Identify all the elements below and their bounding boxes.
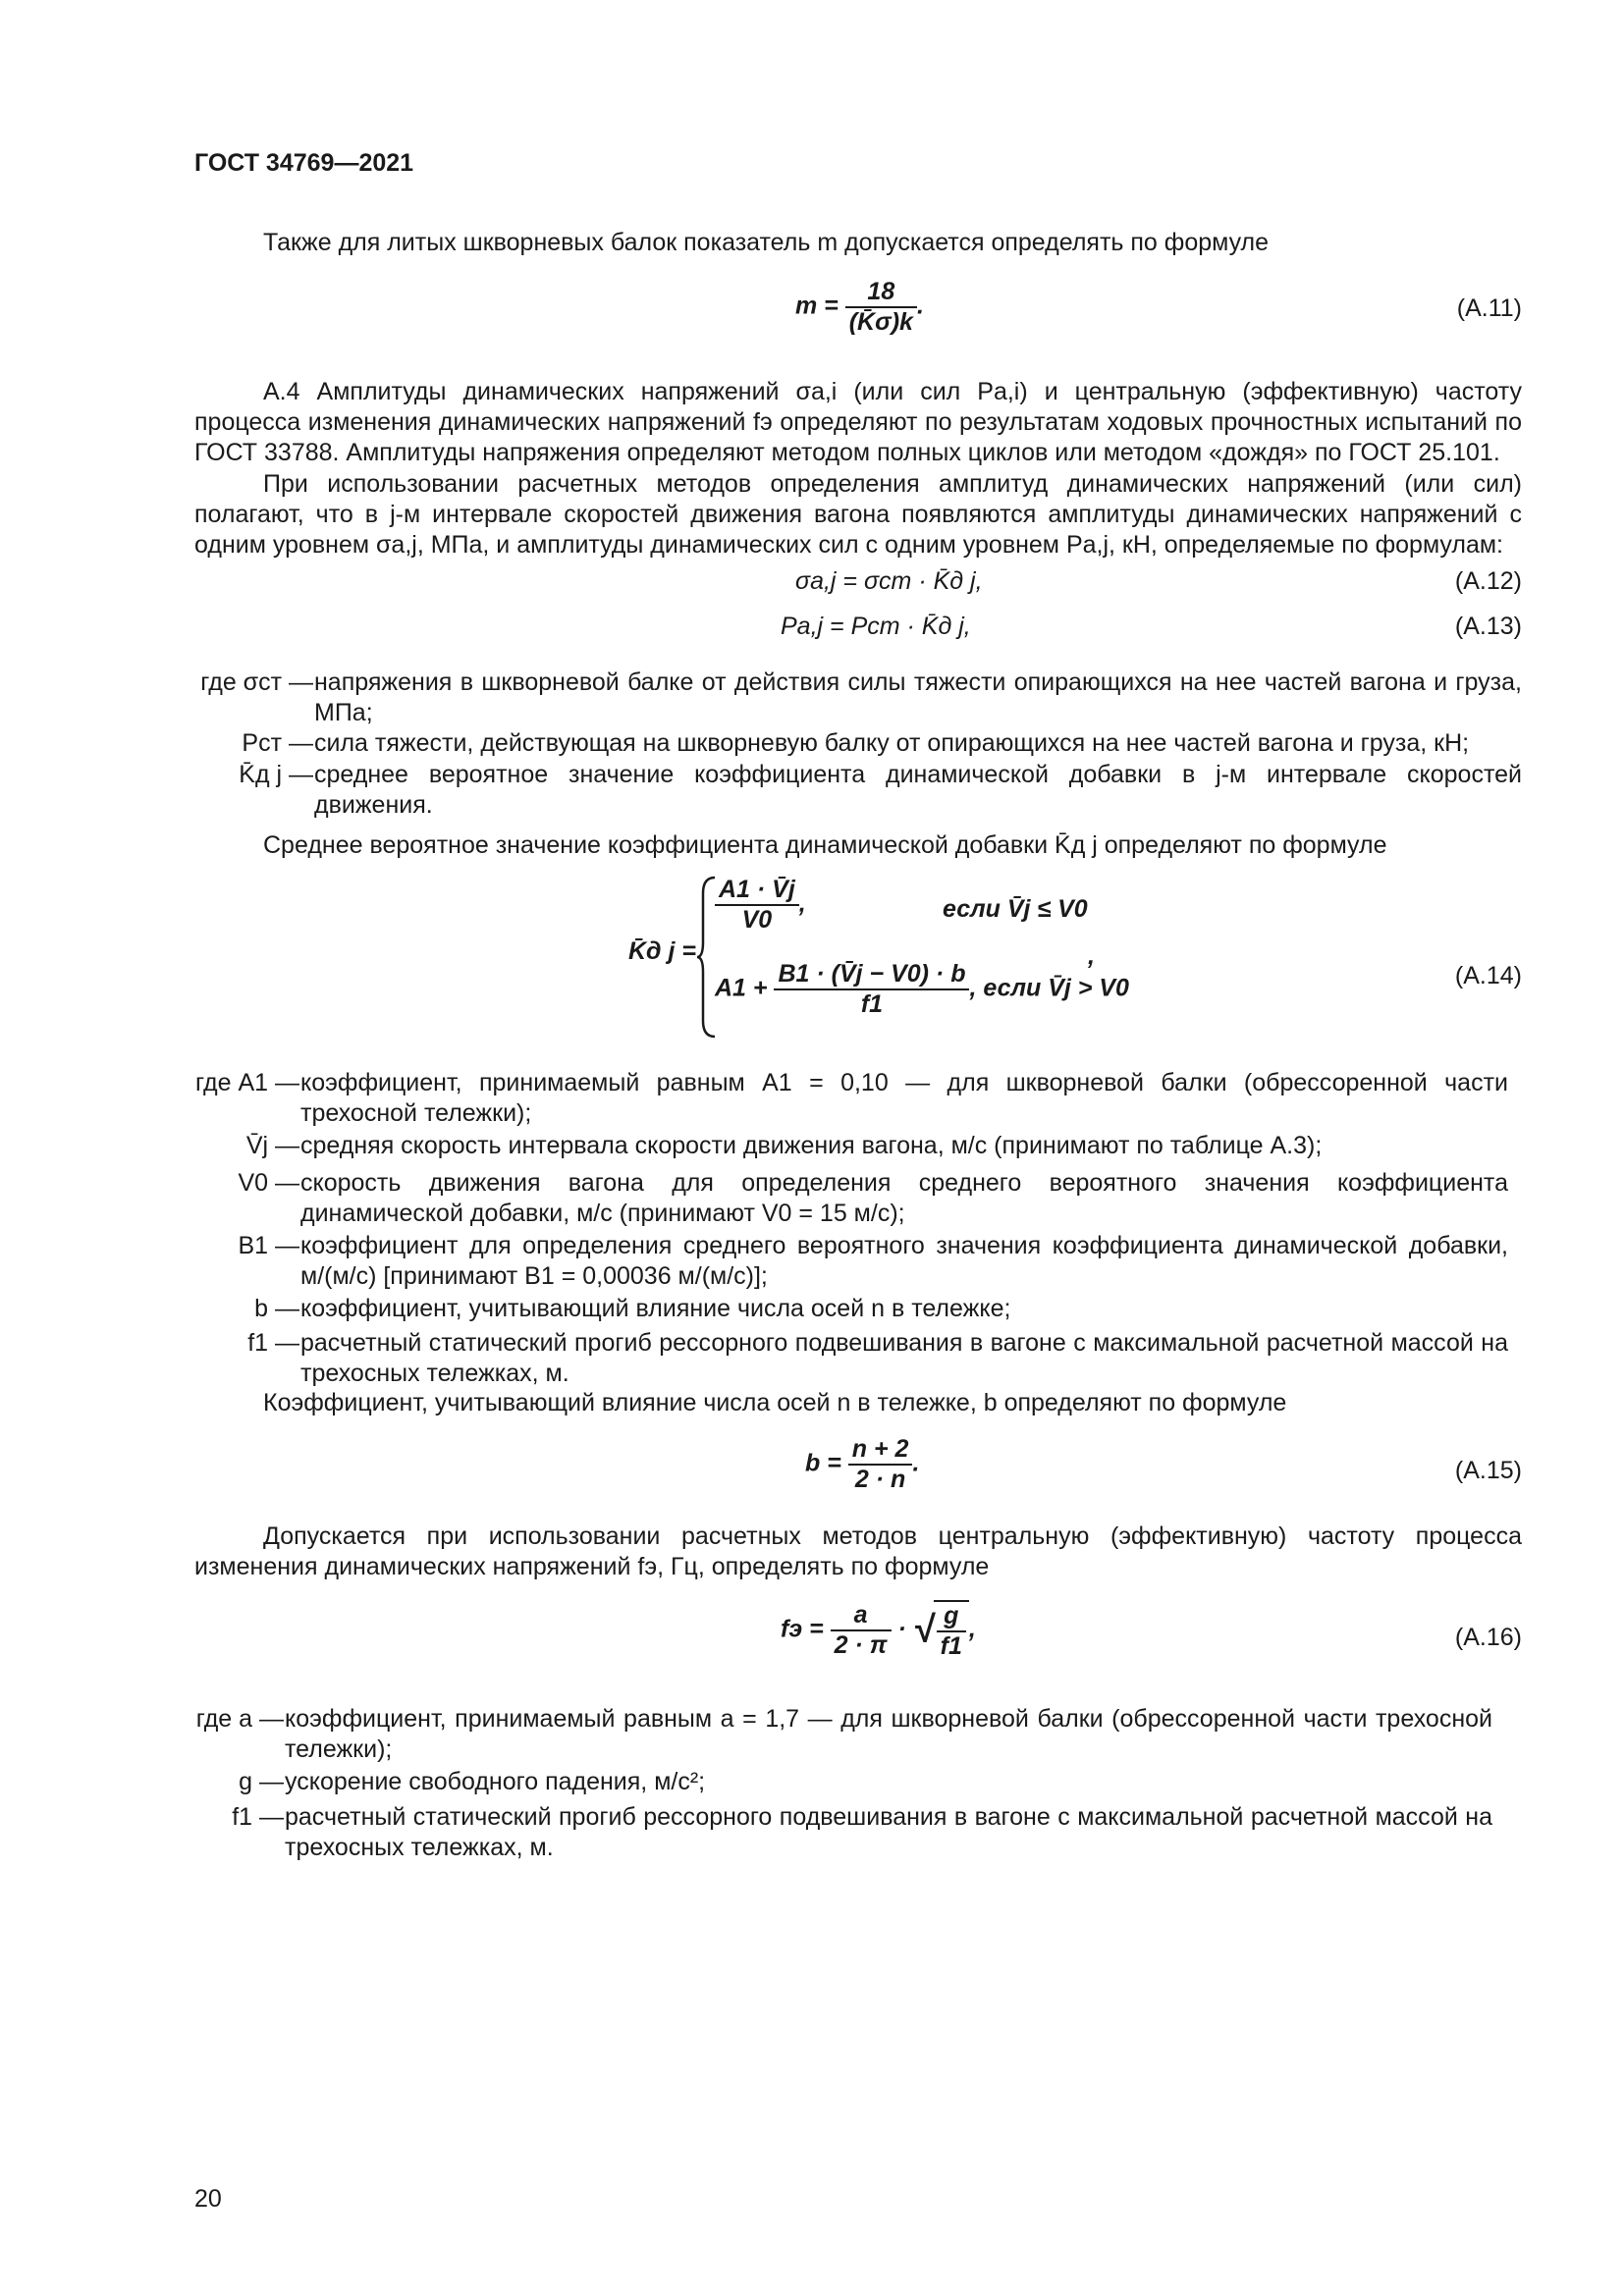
glossary-text: сила тяжести, действующая на шкворневую балку от опирающихся на нее частей вагона и груза, кН; xyxy=(314,729,1470,757)
kdj-paragraph: Среднее вероятное значение коэффициента динамической добавки K̄д j определяют по формуле xyxy=(263,831,1387,859)
eq-a11-fraction xyxy=(845,278,917,337)
eq-a16-dot: · xyxy=(897,1615,906,1643)
glossary-item xyxy=(0,1068,1610,1129)
eq-a15-denominator: 2 · n xyxy=(854,1466,906,1493)
eq-a16-numerator: a xyxy=(831,1601,892,1631)
eq-a11-numerator: 18 xyxy=(845,278,917,308)
glossary-item xyxy=(0,667,1624,728)
equation-a11 xyxy=(795,278,924,337)
glossary-symbol: Pст — xyxy=(242,729,313,757)
glossary-text: коэффициент, принимаемый равным A1 = 0,10 — для шкворневой балки (обрессоренной части трехосной тележки); xyxy=(300,1069,1508,1127)
eq-a14-comma: , xyxy=(1088,942,1095,970)
page-number: 20 xyxy=(194,2185,222,2213)
equation-a12: σa,j = σст · K̄д j, xyxy=(795,567,983,595)
eq-a11-denominator: (K̄σ)k xyxy=(848,308,913,336)
eq-a14-case1-condition: если V̄j ≤ V0 xyxy=(943,895,1088,923)
eq-a14-case2-denominator: f1 xyxy=(860,990,884,1018)
equation-a16 xyxy=(781,1600,976,1661)
fe-paragraph: Допускается при использовании расчетных методов центральную (эффективную) частоту процесса изменения динамических напряжений fэ, Гц, определять по формуле xyxy=(194,1522,1522,1580)
glossary-item xyxy=(0,1767,1595,1797)
glossary-item xyxy=(0,1131,1610,1161)
glossary-symbol: где A1 — xyxy=(195,1069,299,1096)
section-a4-paragraph-2: При использовании расчетных методов определения амплитуд динамических напряжений (или сил) полагают, что в j-м интервале скоростей движения вагона появляются амплитуды динамических напряжений с одним уровнем σa,j, МПа, и амплитуды динамических сил с одним уровнем Pa,j, кН, определяемые по формулам: xyxy=(194,470,1522,559)
eq-a16-tail: , xyxy=(968,1615,976,1643)
glossary-item xyxy=(0,1231,1610,1292)
document-header: ГОСТ 34769—2021 xyxy=(194,149,414,177)
eq-a14-case2-prefix: A1 + xyxy=(715,974,768,1002)
eq-a15-numerator: n + 2 xyxy=(848,1435,913,1466)
glossary-symbol: K̄д j — xyxy=(239,761,313,788)
eq-a12-label: (А.12) xyxy=(1454,567,1522,595)
glossary-text: коэффициент, учитывающий влияние числа осей n в тележке; xyxy=(300,1295,1011,1322)
glossary-item xyxy=(0,1802,1595,1863)
glossary-symbol: V̄j — xyxy=(245,1132,299,1159)
eq-a11-lhs: m = xyxy=(795,292,839,320)
sqrt-icon: √ xyxy=(912,1609,934,1651)
eq-a16-root-denominator: f1 xyxy=(940,1632,962,1660)
glossary-symbol: где a — xyxy=(195,1705,284,1733)
equation-a15 xyxy=(805,1435,919,1494)
glossary-symbol: B1 — xyxy=(238,1232,299,1259)
glossary-symbol: b — xyxy=(254,1295,299,1322)
glossary-symbol: где σст — xyxy=(200,668,313,696)
glossary-symbol: f1 — xyxy=(247,1329,299,1357)
eq-a14-case1-numerator: A1 · V̄j xyxy=(715,876,799,906)
intro-paragraph: Также для литых шкворневых балок показатель m допускается определять по формуле xyxy=(263,229,1270,256)
eq-a11-tail: . xyxy=(916,292,924,320)
glossary-item xyxy=(0,760,1624,821)
eq-a13-label: (А.13) xyxy=(1454,613,1522,640)
eq-a14-case2-fraction xyxy=(774,960,969,1019)
glossary-text: среднее вероятное значение коэффициента динамической добавки в j-м интервале скоростей движения. xyxy=(314,761,1522,819)
equation-a13: Pa,j = Pст · K̄д j, xyxy=(781,613,971,640)
eq-a14-lhs: K̄д j = xyxy=(628,937,696,965)
eq-a14-case2-condition: , если V̄j > V0 xyxy=(969,974,1129,1002)
glossary-item xyxy=(0,1704,1595,1765)
eq-a14-case2-numerator: B1 · (V̄j − V0) · b xyxy=(774,960,969,990)
glossary-item xyxy=(0,1328,1610,1389)
eq-a15-tail: . xyxy=(912,1449,920,1477)
eq-a16-denominator: 2 · π xyxy=(834,1631,888,1659)
glossary-text: напряжения в шкворневой балке от действия силы тяжести опирающихся на нее частей вагона и груза, МПа; xyxy=(314,668,1522,726)
glossary-text: расчетный статический прогиб рессорного подвешивания в вагоне с максимальной расчетной массой на трехосных тележках, м. xyxy=(285,1803,1492,1861)
eq-a14-case1-denominator: V0 xyxy=(741,906,773,934)
glossary-text: коэффициент для определения среднего вероятного значения коэффициента динамической добавки, м/(м/с) [принимают B1 = 0,00036 м/(м/с)]; xyxy=(300,1232,1508,1290)
glossary-item xyxy=(0,728,1624,759)
eq-a16-root-numerator: g xyxy=(937,1602,966,1632)
eq-a16-root-fraction xyxy=(934,1600,969,1661)
glossary-item xyxy=(0,1168,1610,1229)
eq-a16-lhs: fэ = xyxy=(781,1615,824,1643)
eq-a14-case2 xyxy=(715,960,1129,1019)
glossary-text: расчетный статический прогиб рессорного подвешивания в вагоне с максимальной расчетной массой на трехосных тележках, м. xyxy=(300,1329,1508,1387)
glossary-symbol: g — xyxy=(239,1768,284,1795)
glossary-symbol: V0 — xyxy=(238,1169,299,1197)
eq-a15-fraction xyxy=(848,1435,913,1494)
glossary-item xyxy=(0,1294,1610,1324)
glossary-text: коэффициент, принимаемый равным a = 1,7 — для шкворневой балки (обрессоренной части трехосной тележки); xyxy=(285,1705,1492,1763)
glossary-text: скорость движения вагона для определения среднего вероятного значения коэффициента динамической добавки, м/с (принимают V0 = 15 м/с); xyxy=(300,1169,1508,1227)
b-paragraph: Коэффициент, учитывающий влияние числа осей n в тележке, b определяют по формуле xyxy=(263,1389,1287,1416)
eq-a14-case1-fraction xyxy=(715,876,799,934)
glossary-text: ускорение свободного падения, м/с²; xyxy=(285,1768,706,1795)
eq-a16-label: (А.16) xyxy=(1454,1624,1522,1651)
eq-a11-label: (А.11) xyxy=(1456,294,1522,322)
eq-a14-case1: $\frac{A1 \cdot V̄j}{V0}$ , xyxy=(715,876,806,934)
eq-a15-lhs: b = xyxy=(805,1449,841,1477)
section-a4-paragraph: А.4 Амплитуды динамических напряжений σa,i (или сил Pa,i) и центральную (эффективную) частоту процесса изменения динамических напряжений fэ определяют по результатам ходовых прочностных испытаний по ГОСТ 33788. Амплитуды напряжения определяют методом полных циклов или методом «дождя» по ГОСТ 25.101. xyxy=(194,378,1522,466)
glossary-text: средняя скорость интервала скорости движения вагона, м/с (принимают по таблице А.3); xyxy=(300,1132,1323,1159)
eq-a15-label: (А.15) xyxy=(1454,1457,1522,1484)
eq-a16-fraction xyxy=(831,1601,892,1660)
eq-a14-label: (А.14) xyxy=(1454,962,1522,989)
glossary-symbol: f1 — xyxy=(232,1803,284,1831)
